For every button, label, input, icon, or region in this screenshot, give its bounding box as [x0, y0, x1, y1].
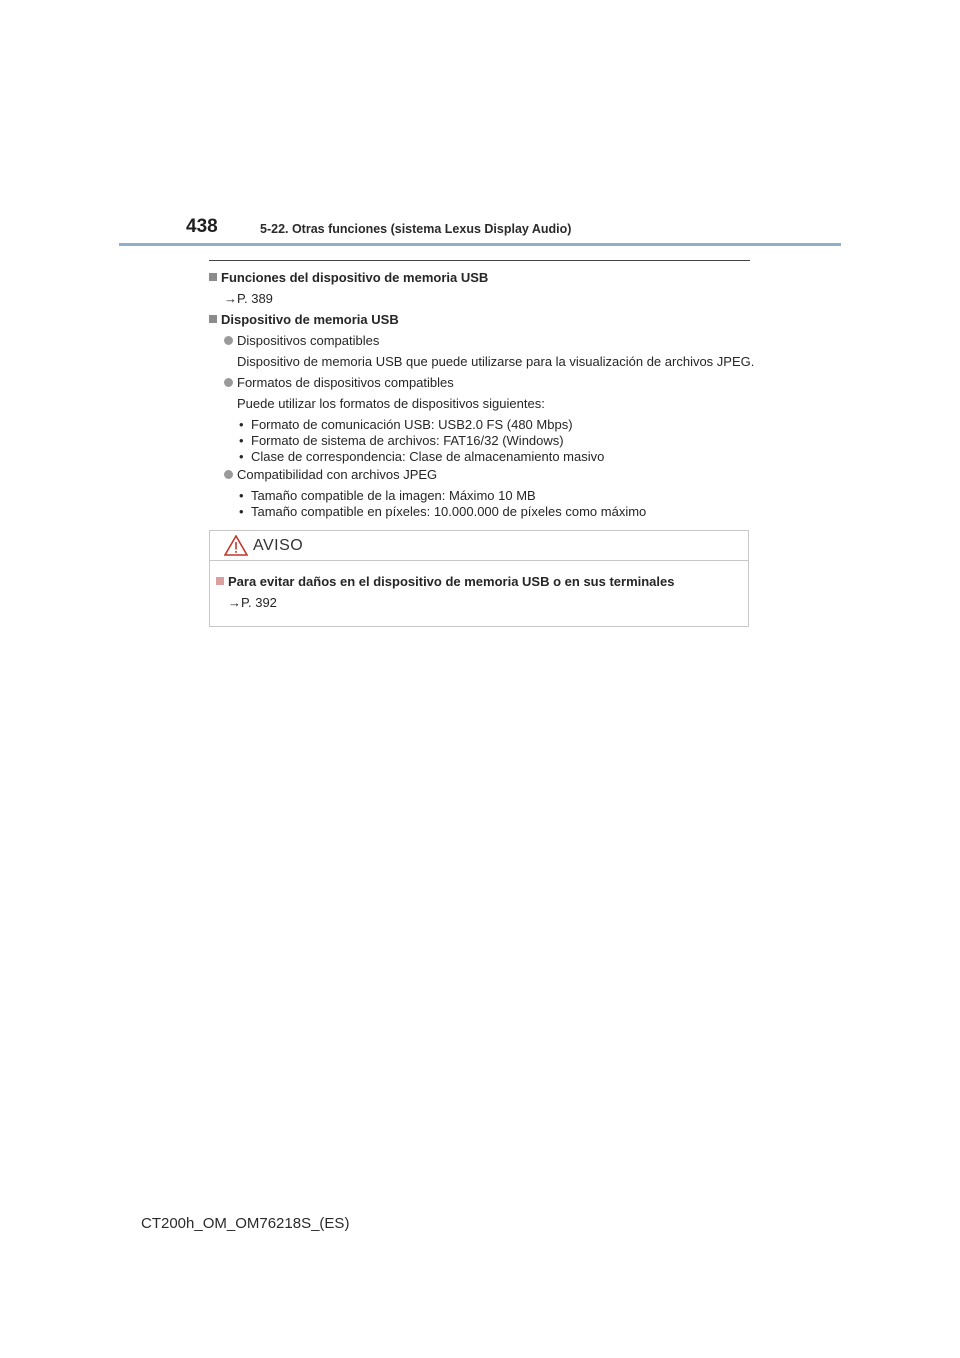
round-bullet-icon	[224, 378, 233, 387]
list-item: • Formato de sistema de archivos: FAT16/32 (Windows)	[239, 433, 564, 448]
warning-ref-link[interactable]: →P. 392	[228, 595, 277, 610]
ref-link[interactable]: →P. 389	[224, 291, 273, 306]
list-item: • Tamaño compatible en píxeles: 10.000.000 de píxeles como máximo	[239, 504, 647, 519]
item-text: Puede utilizar los formatos de dispositivos siguientes:	[237, 396, 545, 411]
square-bullet-icon	[209, 273, 217, 281]
warning-triangle-icon	[224, 535, 248, 556]
section-rule	[209, 260, 750, 261]
header-rule	[119, 243, 841, 246]
list-item: • Tamaño compatible de la imagen: Máximo 10 MB	[239, 488, 536, 503]
document-code: CT200h_OM_OM76218S_(ES)	[141, 1215, 350, 1232]
item-text: Dispositivo de memoria USB que puede utilizarse para la visualización de archivos JPEG.	[237, 354, 755, 369]
warning-heading-text: Para evitar daños en el dispositivo de memoria USB o en sus terminales	[228, 574, 675, 589]
section-title: 5-22. Otras funciones (sistema Lexus Display Audio)	[260, 222, 572, 236]
page-number: 438	[186, 216, 218, 237]
warning-label: AVISO	[253, 537, 304, 554]
round-bullet-icon	[224, 470, 233, 479]
item-jpeg-compat	[224, 467, 437, 482]
item-title: Formatos de dispositivos compatibles	[237, 375, 454, 390]
heading-text: Funciones del dispositivo de memoria USB	[221, 270, 489, 285]
heading-usb-device	[209, 312, 399, 327]
heading-text: Dispositivo de memoria USB	[221, 312, 399, 327]
warning-header	[210, 531, 748, 561]
warning-box	[209, 530, 749, 627]
round-bullet-icon	[224, 336, 233, 345]
item-compatible-formats	[224, 375, 454, 390]
item-title: Dispositivos compatibles	[237, 333, 380, 348]
list-item: • Formato de comunicación USB: USB2.0 FS (480 Mbps)	[239, 417, 573, 432]
list-item: • Clase de correspondencia: Clase de almacenamiento masivo	[239, 449, 605, 464]
item-compatible-devices	[224, 333, 379, 348]
square-bullet-icon	[209, 315, 217, 323]
heading-usb-functions	[209, 270, 488, 285]
item-title: Compatibilidad con archivos JPEG	[237, 467, 438, 482]
warning-heading	[216, 574, 675, 589]
square-bullet-icon	[216, 577, 224, 585]
